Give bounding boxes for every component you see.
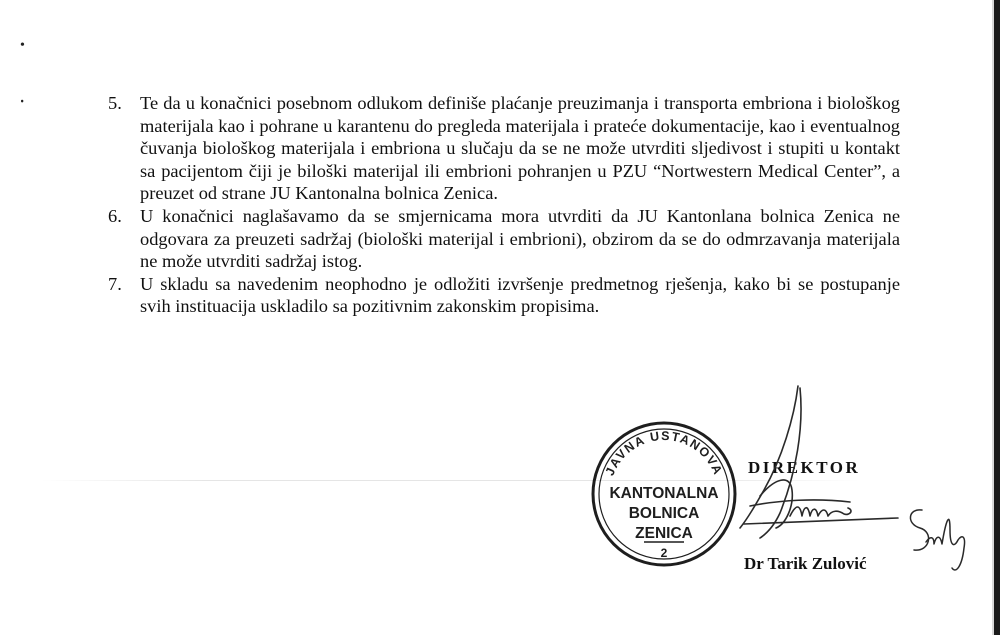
- official-stamp: [588, 418, 740, 570]
- list-item: [108, 205, 900, 273]
- director-title: DIREKTOR: [748, 458, 861, 477]
- item-text: U skladu sa navedenim neophodno je odložiti izvršenje predmetnog rješenja, kako bi se postupanje svih instituacija uskladilo sa pozitivnim zakonskim propisima.: [140, 273, 900, 317]
- side-signature: [900, 490, 980, 580]
- stamp-line-2: BOLNICA: [628, 505, 700, 522]
- list-item: [108, 273, 900, 318]
- scan-speck: •: [20, 38, 25, 53]
- stamp-arc-text: JAVNA USTANOVA: [602, 428, 726, 478]
- stamp-line-3: ZENICA: [635, 525, 693, 542]
- list-item: [108, 92, 900, 205]
- item-number: 7.: [108, 273, 122, 294]
- numbered-list: [108, 92, 900, 318]
- stamp-number: 2: [660, 546, 668, 560]
- item-text: Te da u konačnici posebnom odlukom definiše plaćanje preuzimanja i transporta embriona i biološkog materijala kao i pohrane u karantenu do pregleda materijala i prateće dokumentacije, kao i eventualnog čuvanja biološkog materijala i embriona u slučaju da se ne može utvrditi sljedivost i stupiti u kontakt sa pacijentom čiji je biloški materijal ili embrioni pohranjen u PZU “Nortwestern Medical Center”, a preuzet od strane JU Kantonalna bolnica Zenica.: [140, 93, 900, 204]
- scan-edge: [994, 0, 1000, 635]
- director-name: Dr Tarik Zulović: [744, 554, 867, 573]
- item-number: 6.: [108, 205, 122, 226]
- item-number: 5.: [108, 93, 122, 113]
- scan-speck: ꞏ: [20, 95, 25, 110]
- stamp-line-1: KANTONALNA: [609, 485, 719, 502]
- item-text: U konačnici naglašavamo da se smjernicama mora utvrditi da JU Kantonlana bolnica Zenica ne odgovara za preuzeti sadržaj (biološki materijal i embrioni), obzirom da se do odmrzavanja materijala ne može utvrditi sadržaj istog.: [140, 205, 900, 272]
- director-signature: [720, 378, 910, 548]
